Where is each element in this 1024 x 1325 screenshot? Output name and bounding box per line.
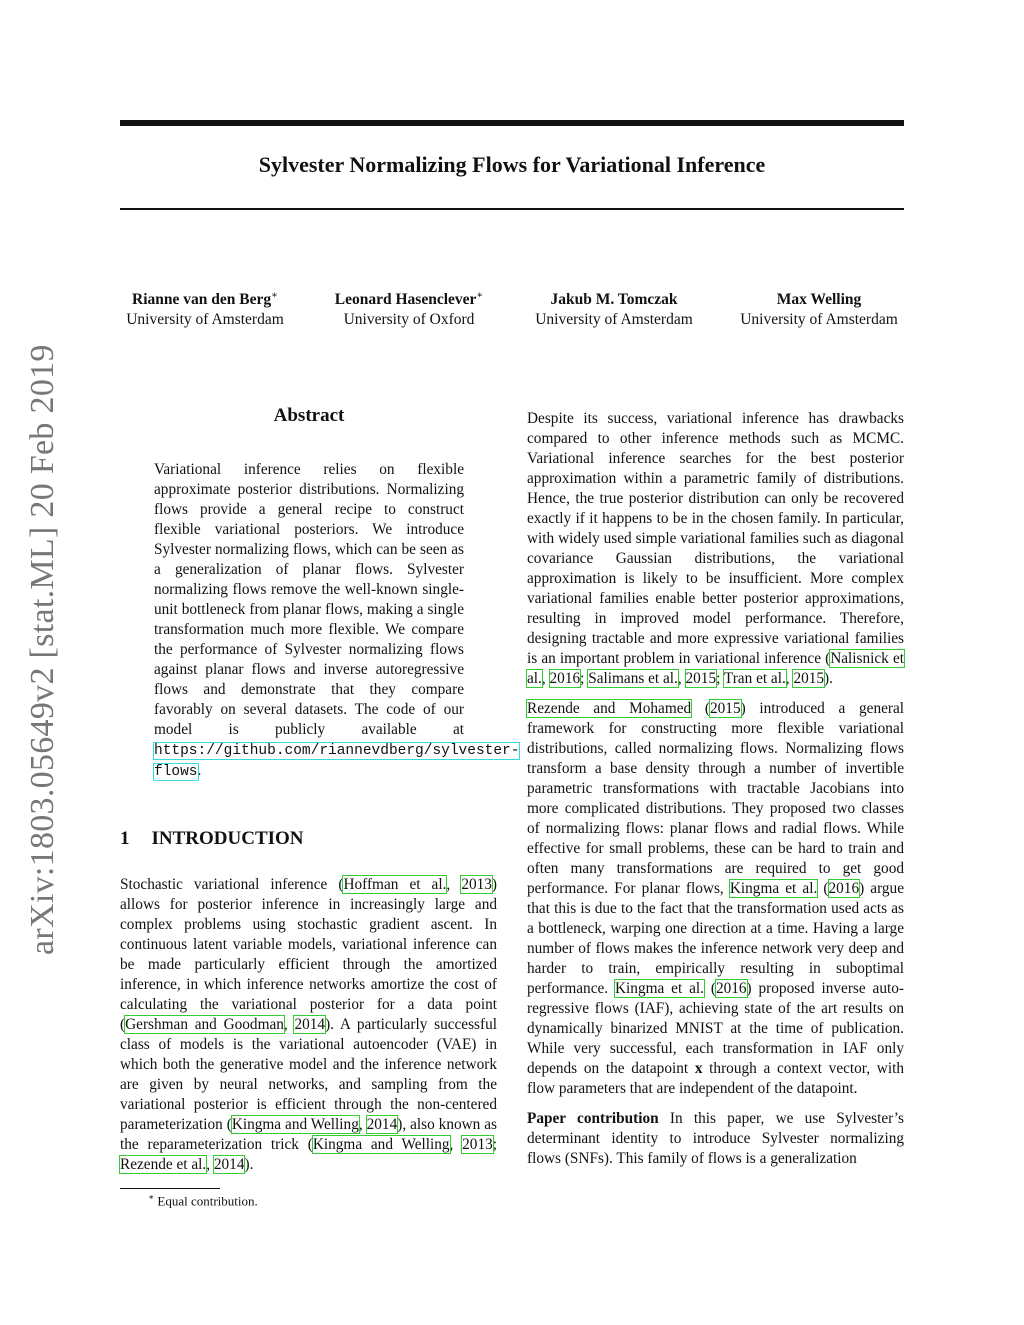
- citation-link[interactable]: Kingma and Welling: [312, 1136, 450, 1153]
- author-affiliation: University of Amsterdam: [740, 311, 898, 329]
- intro-paragraph-1: [120, 875, 497, 1175]
- abstract-body: [154, 460, 520, 782]
- text-run: ) proposed inverse auto-regressive flows (IAF), achieving state of the art results on dynamically binarized MNIST at the time of publication. While very successful, each transformation in IAF only depends on the datapoint: [527, 980, 904, 1077]
- citation-year-link[interactable]: 2014: [213, 1156, 245, 1173]
- footnote: [148, 1192, 258, 1209]
- author-name: Leonard Hasenclever: [334, 291, 477, 309]
- text-run: ,: [283, 1016, 295, 1033]
- text-run: ).: [824, 670, 833, 687]
- text-run: ,: [358, 1116, 367, 1133]
- text-run: ;: [492, 1136, 497, 1153]
- text-run: ;: [716, 670, 724, 687]
- citation-year-link[interactable]: 2013: [461, 876, 492, 893]
- text-run: ,: [785, 670, 794, 687]
- footnote-rule: [120, 1188, 220, 1189]
- citation-year-link[interactable]: 2014: [294, 1016, 326, 1033]
- author-name: Jakub M. Tomczak: [550, 291, 678, 309]
- text-run: ) allows for posterior inference in increasingly large and complex problems using stochastic gradient ascent. In continuous latent variable models, variational inference can be made particularly efficient through the amortized inference, in which inference networks amortize the cost of calculating the variational posterior for a data point (: [120, 876, 498, 1033]
- author-1: [105, 286, 305, 330]
- citation-year-link[interactable]: 2015: [710, 700, 741, 717]
- citation-link[interactable]: Hoffman et al.: [343, 876, 447, 893]
- citation-link[interactable]: Nalisnick et al.: [527, 650, 904, 687]
- citation-link[interactable]: Gershman and Goodman: [125, 1016, 284, 1033]
- citation-year-link[interactable]: 2016: [828, 880, 860, 897]
- citation-link[interactable]: Salimans et al.: [588, 670, 678, 687]
- abstract-end: .: [197, 762, 202, 779]
- text-run: ).: [244, 1156, 254, 1173]
- text-run: ,: [677, 670, 686, 687]
- math-symbol-x: x: [694, 1060, 703, 1077]
- citation-year-link[interactable]: 2015: [685, 670, 717, 687]
- author-affiliation: University of Amsterdam: [535, 311, 693, 329]
- text-run: ). A particularly successful class of models is the variational autoencoder (VAE) in which both the generative model and the inference network are given by neural networks, and sampling from the variational posterior is efficient through the non-centered parameterization (: [120, 1016, 497, 1133]
- text-run: Despite its success, variational inference has drawbacks compared to other inference methods such as MCMC. Variational inference searches for the best posterior approximation within a parametric family of distributions. Hence, the true posterior distribution can only be recovered exactly if it happens to be in the chosen family. In particular, with widely used simple variational families such as diagonal covariance Gaussian distributions, the variational approximation is likely to be insufficient. More complex variational families enable better posterior approximations, resulting in improved model performance. Therefore, designing tractable and more expressive variational families is an important problem in variational inference (: [527, 410, 904, 667]
- author-4: [719, 286, 919, 330]
- author-mark: ∗: [271, 290, 278, 301]
- author-2: [309, 286, 509, 330]
- text-run: Stochastic variational inference (: [120, 876, 344, 893]
- citation-link[interactable]: Tran et al.: [723, 670, 786, 687]
- title-bottom-rule: [120, 208, 904, 210]
- arxiv-side-label: arXiv:1803.05649v2 [stat.ML] 20 Feb 2019: [24, 344, 61, 955]
- author-name: Max Welling: [776, 291, 862, 309]
- section-heading-introduction: [120, 828, 326, 850]
- section-number: 1: [120, 828, 130, 849]
- section-title: INTRODUCTION: [151, 828, 304, 849]
- text-run: ), also known as the reparameterization trick (: [120, 1116, 497, 1153]
- right-paragraph-3: [527, 1109, 904, 1169]
- text-run: ;: [580, 670, 589, 687]
- text-run: (: [691, 700, 710, 717]
- code-link[interactable]: https://github.com/riannevdberg/sylvester-flows: [154, 743, 520, 780]
- citation-year-link[interactable]: 2016: [715, 980, 747, 997]
- text-run: ,: [206, 1156, 214, 1173]
- text-run: ,: [446, 876, 462, 893]
- paragraph-heading: Paper contribution: [527, 1110, 659, 1127]
- text-run: (: [703, 980, 716, 997]
- citation-year-link[interactable]: 2015: [793, 670, 825, 687]
- abstract-heading: Abstract: [273, 405, 345, 426]
- citation-link[interactable]: Rezende et al.: [120, 1156, 207, 1173]
- text-run: ,: [449, 1136, 463, 1153]
- paper-title: Sylvester Normalizing Flows for Variational Inference: [258, 152, 766, 177]
- text-run: ) argue that this is due to the fact that the transformation used acts as a bottleneck, warping one direction at a time. Having a large number of flows makes the inference network very deep and harder to train, empirically resulting in suboptimal performance.: [527, 880, 904, 997]
- citation-link[interactable]: Kingma et al.: [729, 880, 818, 897]
- text-run: In this paper, we use Sylvester’s determinant identity to introduce Sylvester normalizing flows (SNFs). This family of flows is a generalization: [527, 1110, 904, 1167]
- text-run: (: [817, 880, 829, 897]
- right-paragraph-1: [527, 409, 904, 689]
- author-name: Rianne van den Berg: [132, 291, 272, 309]
- text-run: ) introduced a general framework for constructing more flexible variational distributions, called normalizing flows. Normalizing flows transform a base density through a number of invertible parametric transformations with tractable Jacobians into more complicated distributions. They proposed two classes of normalizing flows: planar flows and radial flows. While effective for small problems, these can be hard to train and often many transformations are required to get good performance. For planar flows,: [527, 700, 905, 897]
- footnote-mark: ∗: [148, 1192, 155, 1202]
- right-column: [527, 409, 904, 1179]
- citation-link[interactable]: Rezende and Mohamed: [527, 700, 692, 717]
- author-mark: ∗: [476, 290, 484, 301]
- text-run: ,: [541, 670, 550, 687]
- citation-year-link[interactable]: 2013: [462, 1136, 493, 1153]
- citation-link[interactable]: Kingma et al.: [615, 980, 704, 997]
- footnote-text: Equal contribution.: [157, 1193, 258, 1209]
- author-affiliation: University of Oxford: [343, 311, 475, 329]
- citation-link[interactable]: Kingma and Welling: [231, 1116, 359, 1133]
- abstract-text: Variational inference relies on flexible approximate posterior distributions. Normalizing flows provide a general recipe to construct flexible variational posteriors. We introduce Sylvester normalizing flows, which can be seen as a generalization of planar flows. Sylvester normalizing flows remove the well-known single-unit bottleneck from planar flows, making a single transformation much more flexible. We compare the performance of Sylvester normalizing flows against planar flows and inverse autoregressive flows and demonstrate that they compare favorably on several datasets. The code of our model is publicly available at: [154, 461, 464, 738]
- citation-year-link[interactable]: 2014: [366, 1116, 398, 1133]
- citation-year-link[interactable]: 2016: [549, 670, 581, 687]
- text-run: through a context vector, with flow parameters that are independent of the datapoint.: [527, 1060, 904, 1097]
- right-paragraph-2: [527, 699, 904, 1099]
- title-top-rule: [120, 120, 904, 126]
- author-3: [514, 286, 714, 330]
- author-affiliation: University of Amsterdam: [126, 311, 284, 329]
